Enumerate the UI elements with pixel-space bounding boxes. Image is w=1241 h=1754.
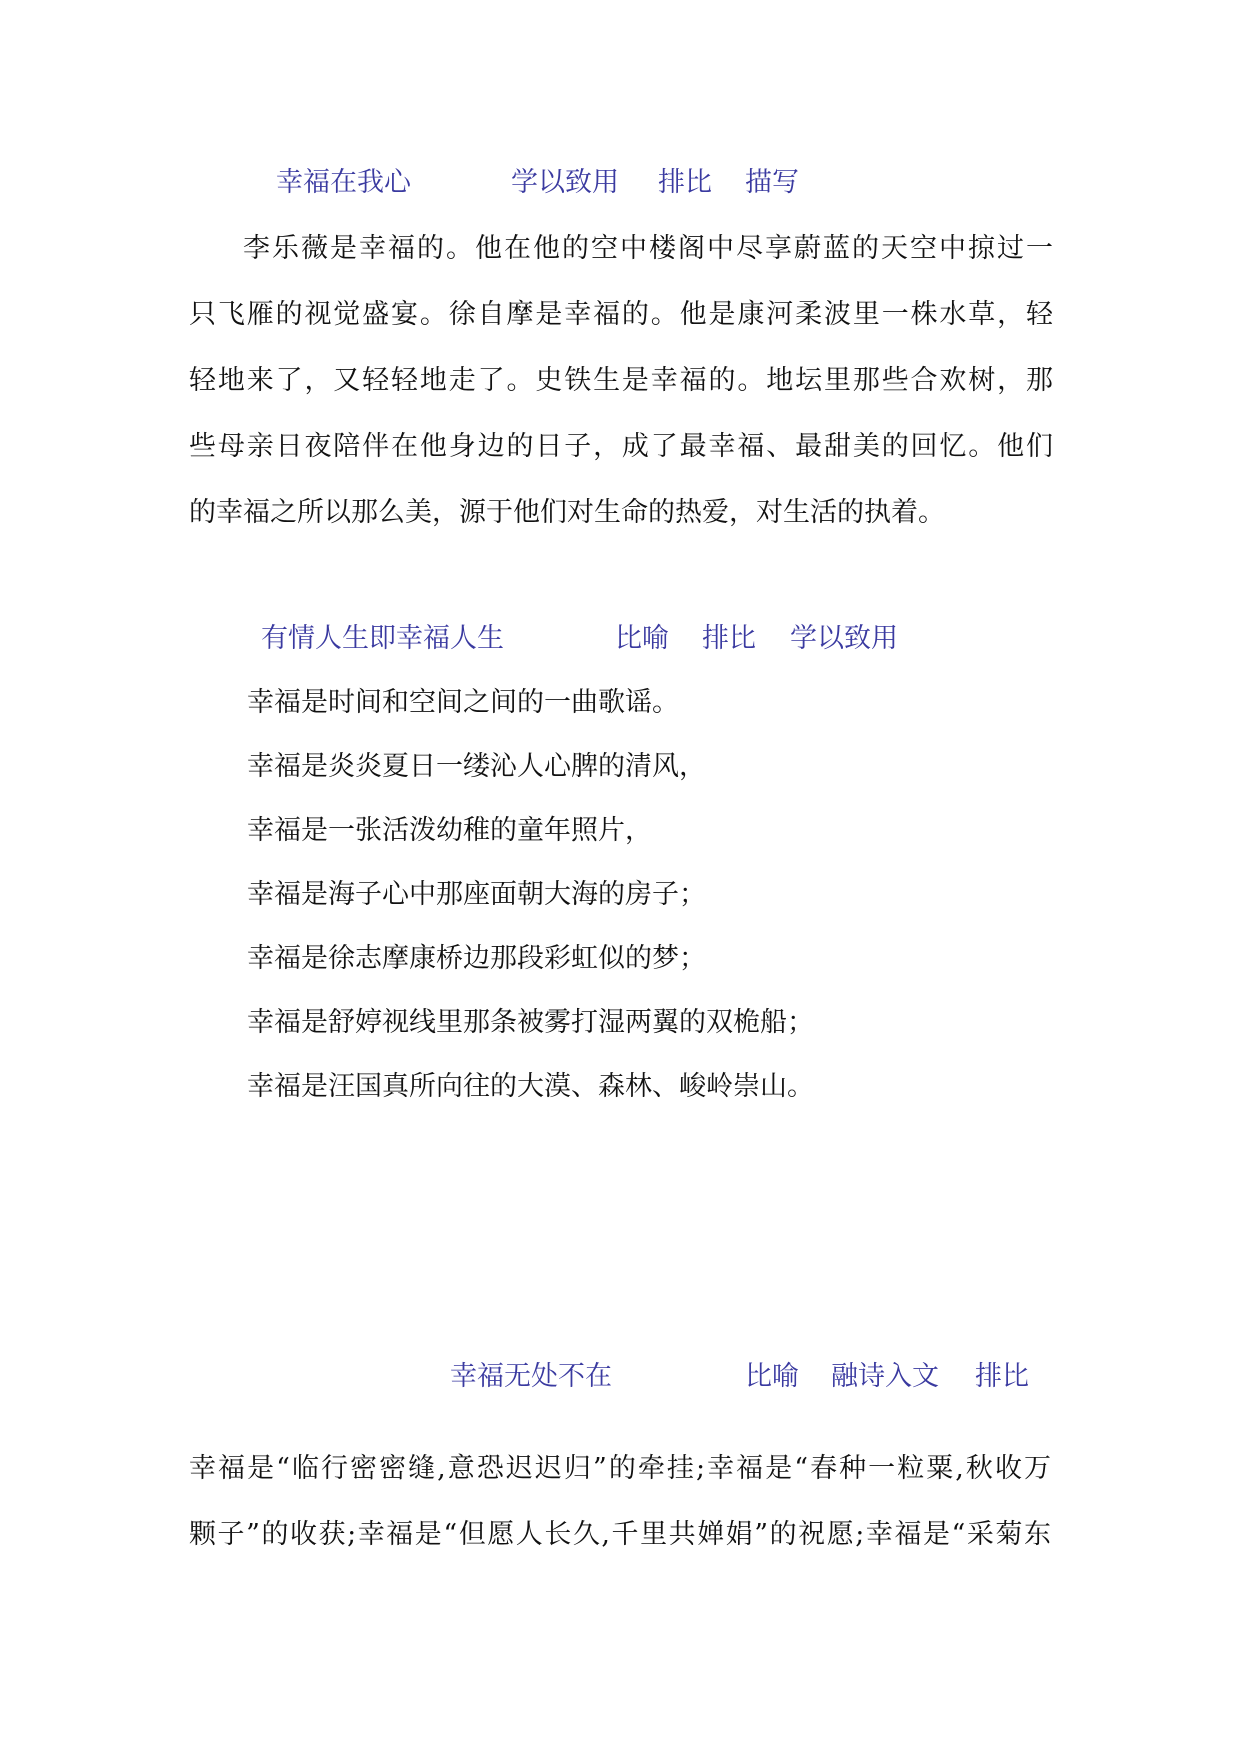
section-paragraph (189, 216, 1053, 546)
technique-tag: 排比 (702, 623, 756, 654)
technique-tag: 比喻 (745, 1361, 799, 1392)
section-title: 有情人生即幸福人生 (261, 623, 504, 654)
poem-line: 幸福是徐志摩康桥边那段彩虹似的梦； (247, 943, 706, 974)
section-title: 幸福无处不在 (450, 1361, 612, 1392)
section-paragraph (189, 1436, 1051, 1568)
technique-tag: 学以致用 (790, 623, 898, 654)
technique-tag: 排比 (658, 167, 712, 198)
section-heading (0, 163, 1241, 203)
technique-tag: 描写 (745, 167, 799, 198)
poem-line: 幸福是舒婷视线里那条被雾打湿两翼的双桅船； (247, 1007, 814, 1038)
poem-line: 幸福是汪国真所向往的大漠、森林、峻岭崇山。 (247, 1071, 814, 1102)
poem-line: 幸福是一张活泼幼稚的童年照片， (247, 815, 652, 846)
section-title: 幸福在我心 (276, 167, 411, 198)
section-heading (0, 1357, 1241, 1397)
poem-line: 幸福是海子心中那座面朝大海的房子； (247, 879, 706, 910)
technique-tag: 比喻 (615, 623, 669, 654)
technique-tag: 排比 (975, 1361, 1029, 1392)
paragraph-line: 只飞雁的视觉盛宴。徐自摩是幸福的。他是康河柔波里一株水草，轻 (189, 299, 1053, 330)
poem-line: 幸福是时间和空间之间的一曲歌谣。 (247, 687, 679, 718)
technique-tag: 学以致用 (511, 167, 619, 198)
technique-tag: 融诗入文 (831, 1361, 939, 1392)
section-heading (0, 619, 1241, 659)
paragraph-line: 轻地来了，又轻轻地走了。史铁生是幸福的。地坛里那些合欢树，那 (189, 365, 1053, 396)
paragraph-line: 幸福是“临行密密缝,意恐迟迟归”的牵挂;幸福是“春种一粒粟,秋收万 (189, 1453, 1051, 1484)
paragraph-line: 李乐薇是幸福的。他在他的空中楼阁中尽享蔚蓝的天空中掠过一 (243, 233, 1053, 264)
paragraph-line: 的幸福之所以那么美，源于他们对生命的热爱，对生活的执着。 (189, 497, 945, 528)
paragraph-line: 些母亲日夜陪伴在他身边的日子，成了最幸福、最甜美的回忆。他们 (189, 431, 1053, 462)
poem-line: 幸福是炎炎夏日一缕沁人心脾的清风， (247, 751, 706, 782)
section-poem (247, 671, 1047, 1119)
paragraph-line: 颗子”的收获;幸福是“但愿人长久,千里共婵娟”的祝愿;幸福是“采菊东 (189, 1519, 1051, 1550)
